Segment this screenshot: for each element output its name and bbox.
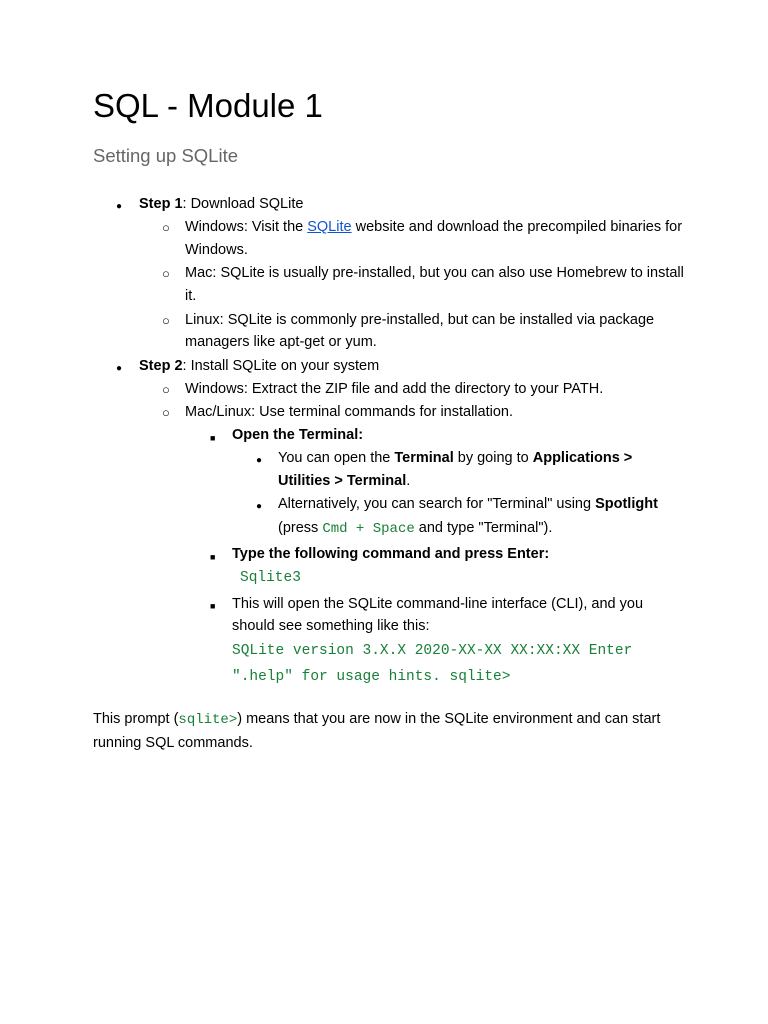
code-command: Sqlite3 bbox=[240, 570, 301, 586]
step2-text: : Install SQLite on your system bbox=[182, 358, 380, 374]
list-item-step1 bbox=[139, 194, 303, 214]
bullet-circle-icon bbox=[162, 310, 170, 331]
text-run-bold: Terminal bbox=[394, 450, 454, 466]
list-item-step2-windows: Windows: Extract the ZIP file and add the directory to your PATH. bbox=[185, 381, 604, 397]
bullet-square-icon bbox=[210, 426, 215, 448]
list-item-open-terminal-how-cont bbox=[278, 471, 410, 491]
text-run-bold: Utilities > Terminal bbox=[278, 473, 407, 489]
text-run-bold: Applications > bbox=[532, 450, 633, 466]
text-run: ) means that you are now in the SQLite environment and can start bbox=[237, 711, 661, 727]
bullet-disc-icon bbox=[116, 194, 122, 217]
bullet-circle-icon bbox=[162, 402, 170, 423]
code-output-line-2: ".help" for usage hints. sqlite> bbox=[232, 669, 511, 685]
bullet-circle-icon bbox=[162, 263, 170, 284]
bullet-square-icon bbox=[210, 545, 215, 567]
text-run: Windows: Visit the bbox=[185, 219, 308, 235]
step1-text: : Download SQLite bbox=[182, 196, 304, 212]
list-item-step2 bbox=[139, 356, 379, 376]
list-item-type-command: Type the following command and press Enter: bbox=[232, 546, 550, 562]
bullet-circle-icon bbox=[162, 379, 170, 400]
text-run: by going to bbox=[453, 450, 533, 466]
step1-label: Step 1 bbox=[139, 196, 183, 212]
list-item-step2-maclinux: Mac/Linux: Use terminal commands for installation. bbox=[185, 404, 513, 420]
inline-code: sqlite> bbox=[178, 712, 238, 728]
text-run: This prompt ( bbox=[93, 711, 179, 727]
list-item-step1-mac: Mac: SQLite is usually pre-installed, but you can also use Homebrew to install bbox=[185, 265, 684, 281]
page-title: SQL - Module 1 bbox=[93, 87, 323, 124]
list-item-cli: This will open the SQLite command-line interface (CLI), and you bbox=[232, 596, 644, 612]
section-subtitle: Setting up SQLite bbox=[93, 145, 239, 166]
bullet-disc-icon bbox=[256, 494, 262, 517]
bullet-circle-icon bbox=[162, 217, 170, 238]
text-run: Alternatively, you can search for "Terminal" using bbox=[278, 496, 596, 512]
list-item-spotlight-cont bbox=[278, 518, 552, 539]
text-run-bold: Spotlight bbox=[595, 496, 658, 512]
paragraph-line-1 bbox=[93, 709, 660, 730]
bullet-disc-icon bbox=[256, 448, 262, 471]
list-item-spotlight bbox=[278, 494, 658, 514]
text-run: You can open the bbox=[278, 450, 395, 466]
step2-label: Step 2 bbox=[139, 358, 183, 374]
text-run: website and download the precompiled binaries for bbox=[351, 219, 683, 235]
bullet-disc-icon bbox=[116, 356, 122, 379]
list-item-step1-linux: Linux: SQLite is commonly pre-installed, but can be installed via package bbox=[185, 312, 655, 328]
list-item-open-terminal: Open the Terminal: bbox=[232, 427, 364, 443]
list-item-cli-cont: should see something like this: bbox=[232, 618, 430, 634]
text-run: . bbox=[406, 473, 411, 489]
sqlite-link[interactable]: SQLite bbox=[307, 219, 352, 235]
inline-code: Cmd + Space bbox=[322, 521, 415, 537]
bullet-square-icon bbox=[210, 594, 215, 616]
list-item-step1-mac-cont: it. bbox=[185, 288, 197, 304]
list-item-step1-windows bbox=[185, 217, 682, 237]
list-item-step1-linux-cont: managers like apt-get or yum. bbox=[185, 334, 377, 350]
list-item-step1-windows-cont: Windows. bbox=[185, 242, 248, 258]
list-item-open-terminal-how bbox=[278, 448, 632, 468]
text-run: and type "Terminal"). bbox=[414, 520, 553, 536]
code-output-line-1: SQLite version 3.X.X 2020-XX-XX XX:XX:XX Enter bbox=[232, 643, 633, 659]
paragraph-line-2: running SQL commands. bbox=[93, 735, 253, 751]
text-run: (press bbox=[278, 520, 323, 536]
